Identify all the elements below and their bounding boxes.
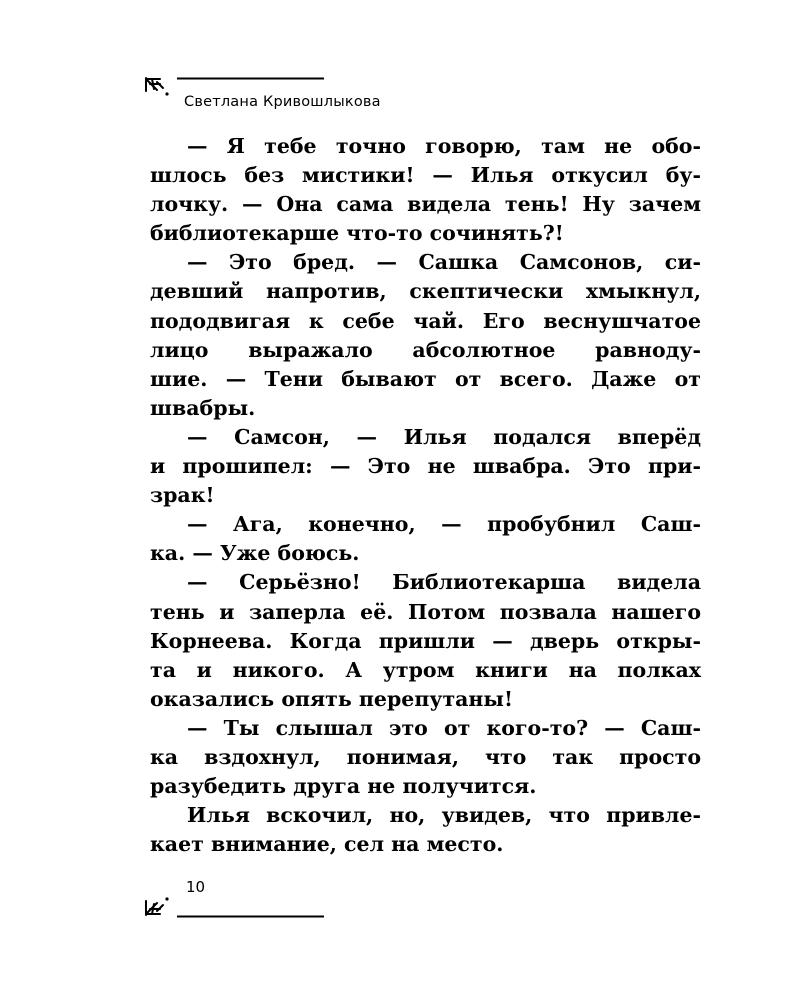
text-line: и прошипел: — Это не швабра. Это при- [150,454,701,479]
text-line: ка. — Уже боюсь. [150,541,360,566]
text-line: лочку. — Она сама видела тень! Ну зачем [150,192,701,217]
text-line: та и никого. А утром книги на полках [150,657,701,682]
text-line: — Самсон, — Илья подался вперёд [187,424,701,449]
page-number: 10 [186,878,206,896]
body-text [150,132,701,859]
text-line: — Ты слышал это от кого-то? — Саш- [187,715,701,740]
text-line: оказались опять перепутаны! [150,686,513,711]
text-line: девший напротив, скептически хмыкнул, [150,279,701,304]
text-line: шлось без мистики! — Илья откусил бу- [150,163,701,188]
text-line: тень и заперла её. Потом позвала нашего [150,599,701,624]
text-line: Илья вскочил, но, увидев, что привле- [187,803,701,828]
running-header-author: Светлана Кривошлыкова [184,94,381,110]
footer-ornament-icon [143,893,328,921]
text-line: — Я тебе точно говорю, там не обо- [187,134,701,158]
text-line: ка вздохнул, понимая, что так просто [150,744,701,769]
text-line: Корнеева. Когда пришли — дверь откры- [150,628,701,653]
text-line: — Это бред. — Сашка Самсонов, си- [187,250,701,275]
text-line: лицо выражало абсолютное равноду- [150,337,701,362]
text-line: швабры. [150,395,256,420]
text-line: разубедить друга не получится. [150,774,537,799]
text-line: — Серьёзно! Библиотекарша видела [187,570,701,595]
text-line: библиотекарше что-то сочинять?! [150,221,564,246]
text-line: кает внимание, сел на место. [150,832,504,857]
text-line: пододвигая к себе чай. Его веснушчатое [150,308,701,333]
text-line: шие. — Тени бывают от всего. Даже от [150,366,701,391]
text-line: — Ага, конечно, — пробубнил Саш- [187,512,701,537]
text-line: зрак! [150,483,215,508]
